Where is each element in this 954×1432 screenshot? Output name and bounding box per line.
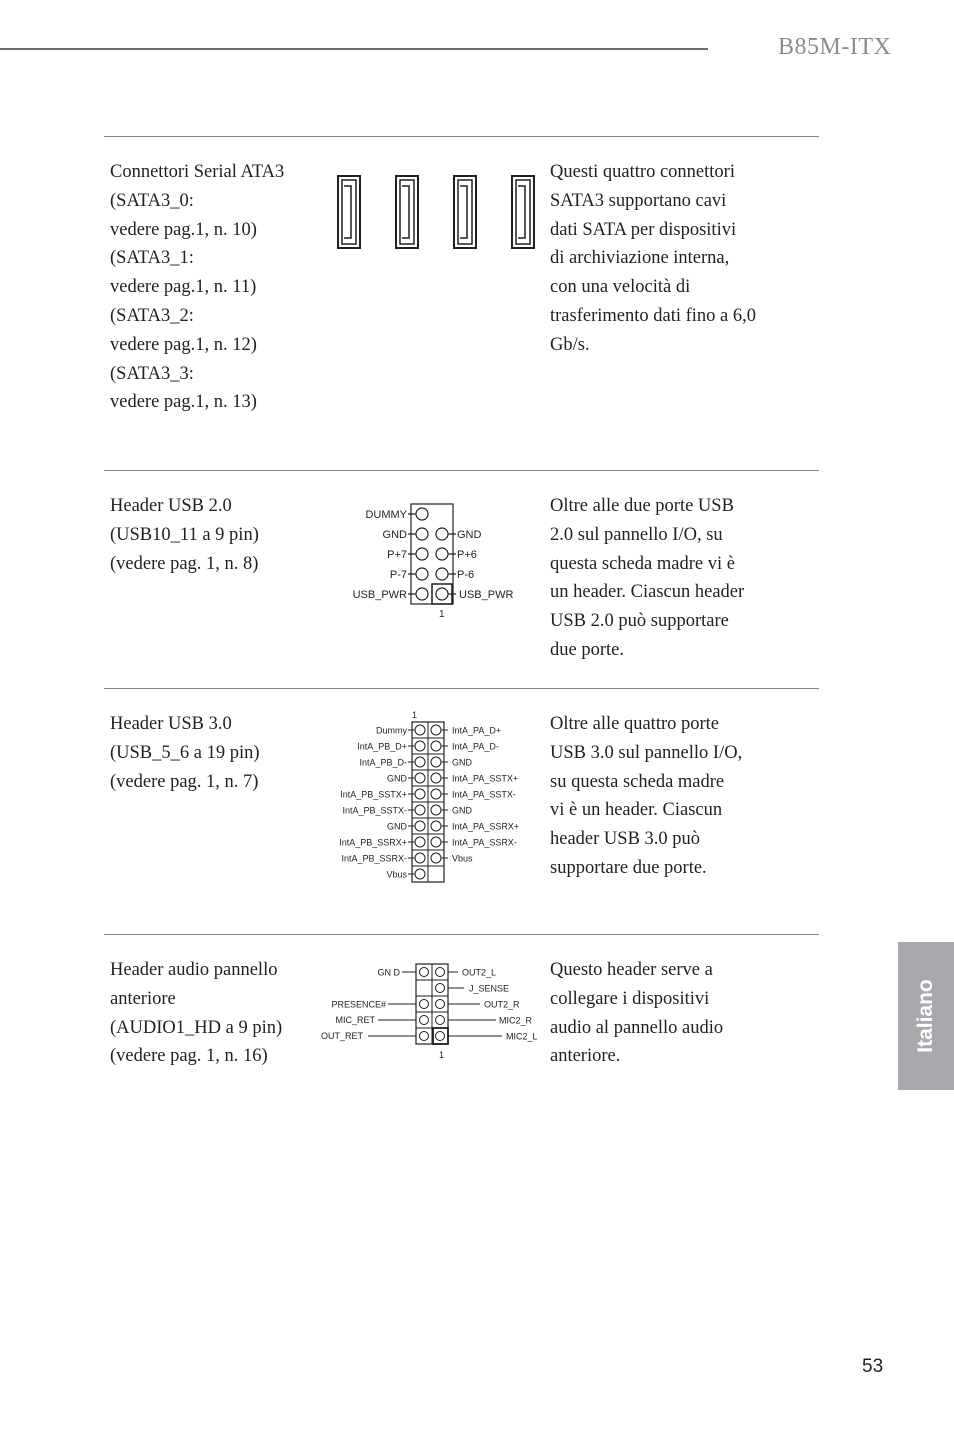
sata-title: Connettori Serial ATA3 (SATA3_0: vedere pag.1, n. 10) (SATA3_1: vedere pag.1, n. 11) (SATA3_2: vedere pag.1, n. 12) (SATA3_3: vedere pag.1, n. 13) [110, 162, 285, 413]
audio-header-diagram [316, 960, 546, 1066]
pin-label: DUMMY [365, 509, 407, 521]
pin-label: IntA_PA_D- [452, 741, 499, 752]
sata-connector [512, 176, 548, 248]
pin1-label: 1 [412, 710, 418, 720]
usb3-title: Header USB 3.0 (USB_5_6 a 19 pin) (vedere pag. 1, n. 7) [110, 714, 260, 792]
language-tab [898, 942, 954, 1090]
usb2-header-diagram [340, 500, 540, 622]
pin-label: P-7 [389, 569, 407, 581]
pin-label: OUT_RET [320, 1031, 363, 1041]
pin-label: IntA_PB_SSTX+ [340, 789, 407, 800]
pin-label: USB_PWR [352, 589, 407, 601]
language-label: Italiano [914, 979, 937, 1053]
pin-label: IntA_PA_SSTX+ [452, 773, 519, 784]
section-divider [104, 688, 819, 689]
pin-label: IntA_PB_SSTX- [342, 805, 407, 816]
pin-label: P+7 [387, 549, 407, 561]
pin-label: OUT2_L [462, 967, 497, 978]
model-name: B85M-ITX [778, 34, 892, 60]
pin-label: Dummy [376, 725, 407, 736]
pin1-label: 1 [439, 1050, 445, 1060]
pin-label: P-6 [457, 569, 475, 581]
pin-label: J_SENSE [469, 983, 510, 994]
pin-label: GN D [377, 967, 400, 978]
sata-description: Questi quattro connettori SATA3 supportano cavi dati SATA per dispositivi di archiviazione interna, con una velocità di trasferimento dati fino a 6,0 Gb/s. [550, 162, 757, 355]
pin-label: MIC2_L [506, 1031, 538, 1042]
pin-label: IntA_PB_SSRX+ [339, 837, 407, 848]
pin1-label: 1 [439, 609, 445, 620]
audio-title: Header audio pannello anteriore (AUDIO1_HD a 9 pin) (vedere pag. 1, n. 16) [110, 960, 283, 1067]
pin-label: GND [457, 529, 482, 541]
pin-label: IntA_PB_D- [359, 757, 407, 768]
pin-label: Vbus [452, 853, 473, 864]
pin-label: GND [387, 821, 407, 832]
pin-label: IntA_PB_SSRX- [341, 853, 407, 864]
pin-label: IntA_PA_SSRX- [452, 837, 517, 848]
pin-label: GND [452, 805, 472, 816]
pin-label: GND [452, 757, 472, 768]
usb3-header-diagram [328, 708, 538, 888]
page-number: 53 [862, 1356, 884, 1377]
pin-label: IntA_PB_D+ [357, 741, 407, 752]
pin-label: PRESENCE# [331, 999, 386, 1010]
pin-label: GND [382, 529, 407, 541]
pin-label: MIC2_R [499, 1015, 533, 1026]
pin-label: IntA_PA_D+ [452, 725, 502, 736]
pin-label: Vbus [386, 869, 407, 880]
pin-label: OUT2_R [484, 999, 520, 1010]
pin-label: MIC_RET [335, 1015, 375, 1025]
usb2-title: Header USB 2.0 (USB10_11 a 9 pin) (vedere pag. 1, n. 8) [110, 496, 259, 574]
section-divider [104, 136, 819, 137]
pin-label: IntA_PA_SSRX+ [452, 821, 520, 832]
pin-label: IntA_PA_SSTX- [452, 789, 516, 800]
pin-label: USB_PWR [459, 589, 514, 601]
header-rule [0, 48, 708, 50]
audio-description: Questo header serve a collegare i dispositivi audio al pannello audio anteriore. [550, 960, 724, 1067]
section-divider [104, 470, 819, 471]
usb3-description: Oltre alle quattro porte USB 3.0 sul pannello I/O, su questa scheda madre vi è un header. Ciascun header USB 3.0 può supportare due porte. [550, 714, 743, 878]
pin-label: GND [387, 773, 407, 784]
pin-label: P+6 [457, 549, 477, 561]
usb2-description: Oltre alle due porte USB 2.0 sul pannello I/O, su questa scheda madre vi è un header. Ciascun header USB 2.0 può supportare due porte. [550, 496, 745, 660]
section-divider [104, 934, 819, 935]
sata-connectors-diagram [308, 168, 548, 258]
